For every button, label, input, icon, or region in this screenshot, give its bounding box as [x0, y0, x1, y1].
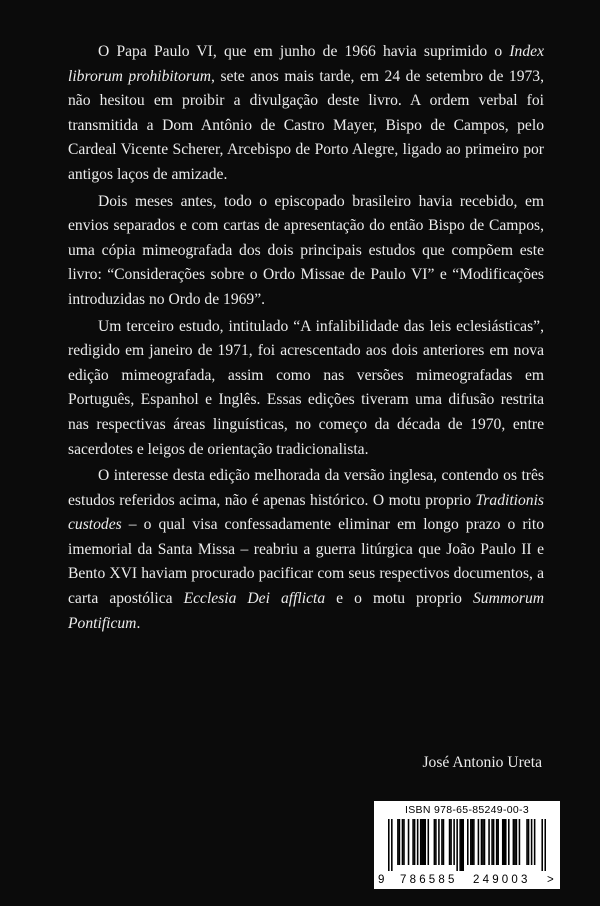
barcode-bar: [443, 819, 445, 865]
barcode-bar: [481, 819, 483, 865]
barcode-bar: [508, 819, 510, 865]
barcode-bar: [503, 819, 505, 865]
barcode-bar: [478, 819, 480, 865]
barcode-bar: [496, 819, 498, 865]
barcode-bar: [526, 819, 528, 865]
barcode-bar: [459, 819, 461, 871]
text-run: e o motu proprio: [325, 590, 473, 608]
barcode-bar: [534, 819, 536, 865]
barcode-bar: [461, 819, 463, 871]
barcode-bar: [397, 819, 399, 865]
barcode-bar: [441, 819, 443, 865]
isbn-label: ISBN 978-65-85249-00-3: [405, 804, 529, 816]
author-signature: José Antonio Ureta: [422, 754, 542, 771]
barcode-bar: [434, 819, 436, 865]
barcode-bar: [519, 819, 521, 865]
barcode-bar: [497, 819, 499, 865]
barcode-bar: [438, 819, 440, 865]
barcode-bar: [449, 819, 451, 865]
italic-title: Summorum Pontificum: [68, 590, 545, 632]
barcode-bar: [472, 819, 474, 865]
barcode-digit-first: 9: [378, 874, 385, 886]
italic-title: Index librorum prohibitorum: [68, 43, 544, 85]
text-run: Um terceiro estudo, intitulado “A infalibilidade das leis eclesiásticas”, redigido em janeiro de 1971, foi acrescentado aos dois anteriores em nova edição mimeografada, assim como nas versões mimeografadas em Português, Espanhol e Inglês. Essas edições tiveram uma difusão restrita nas respectivas áreas linguísticas, no começo da década de 1970, entre sacerdotes e leigos de orientação tradicionalista.: [68, 317, 544, 458]
barcode-bar: [502, 819, 504, 865]
barcode-quiet-mark: >: [547, 874, 554, 886]
barcode-bar: [484, 819, 486, 865]
barcode-bar: [388, 819, 390, 871]
barcode-bar: [399, 819, 401, 865]
barcode-bar: [544, 819, 546, 871]
barcode-bar: [513, 819, 515, 865]
text-run: Dois meses antes, todo o episcopado brasileiro havia recebido, em envios separados e com cartas de apresentação do então Bispo de Campos, uma cópia mimeografada dos dois principais estudos que compõem este livro: “Considerações sobre o Ordo Missae de Paulo VI” e “Modificações introduzidas no Ordo de 1969”.: [68, 192, 544, 308]
text-run: O Papa Paulo VI, que em junho de 1966 havia suprimido o: [98, 43, 510, 60]
barcode-bar: [505, 819, 507, 865]
barcode-bar: [412, 819, 414, 865]
paragraph-1: [68, 40, 544, 188]
barcode-bar: [541, 819, 543, 871]
barcode-bar: [403, 819, 405, 865]
text-run: O interesse desta edição melhorada da versão inglesa, contendo os três estudos referidos acima, não é apenas histórico. O motu proprio: [68, 467, 544, 509]
barcode-bar: [435, 819, 437, 865]
barcode-bars: [388, 819, 546, 871]
paragraph-2: [68, 190, 544, 313]
barcode-bar: [482, 819, 484, 865]
barcode-bar: [514, 819, 516, 865]
barcode-bar: [488, 819, 490, 865]
barcode-digits-right: 249003: [473, 874, 531, 886]
back-cover-text: [68, 40, 544, 636]
barcode-bar: [531, 819, 533, 865]
barcode-bar: [462, 819, 464, 871]
paragraph-3: [68, 315, 544, 463]
paragraph-4: [68, 464, 544, 636]
text-run: .: [136, 614, 141, 632]
barcode-bar: [402, 819, 404, 865]
barcode-bar: [420, 819, 422, 865]
barcode-bar: [450, 819, 452, 865]
text-run: , sete anos mais tarde, em 24 de setembro de 1973, não hesitou em proibir a divulgação deste livro. A ordem verbal foi transmitida a Dom Antônio de Castro Mayer, Bispo de Campos, pelo Cardeal Vicente Scherer, Arcebispo de Porto Alegre, ligado ao primeiro por antigos laços de amizade.: [68, 67, 544, 183]
barcode-bar: [516, 819, 518, 865]
barcode-bar: [493, 819, 495, 865]
barcode-bar: [470, 819, 472, 865]
barcode-bar: [453, 819, 455, 865]
barcode-bar: [456, 819, 458, 871]
barcode-bar: [423, 819, 425, 865]
italic-title: Ecclesia Dei afflicta: [183, 590, 326, 608]
barcode-bar: [414, 819, 416, 865]
barcode-bar: [467, 819, 469, 865]
barcode-bar: [421, 819, 423, 865]
barcode-bar: [473, 819, 475, 865]
barcode-bar: [391, 819, 393, 871]
barcode-bar: [528, 819, 530, 865]
text-run: – o qual visa confessadamente eliminar em longo prazo o rito imemorial da Santa Missa – reabriu a guerra litúrgica que João Paulo II e Bento XVI haviam procurado pacificar com seus respectivos documentos, a carta apostólica: [68, 516, 544, 608]
barcode-bar: [424, 819, 426, 865]
italic-title: Traditionis custodes: [68, 491, 544, 534]
barcode-bar: [491, 819, 493, 865]
barcode-bar: [408, 819, 410, 865]
isbn-barcode: [374, 801, 560, 889]
barcode-digits-left: 786585: [400, 874, 458, 886]
barcode-bar: [417, 819, 419, 865]
barcode-bar: [428, 819, 430, 865]
